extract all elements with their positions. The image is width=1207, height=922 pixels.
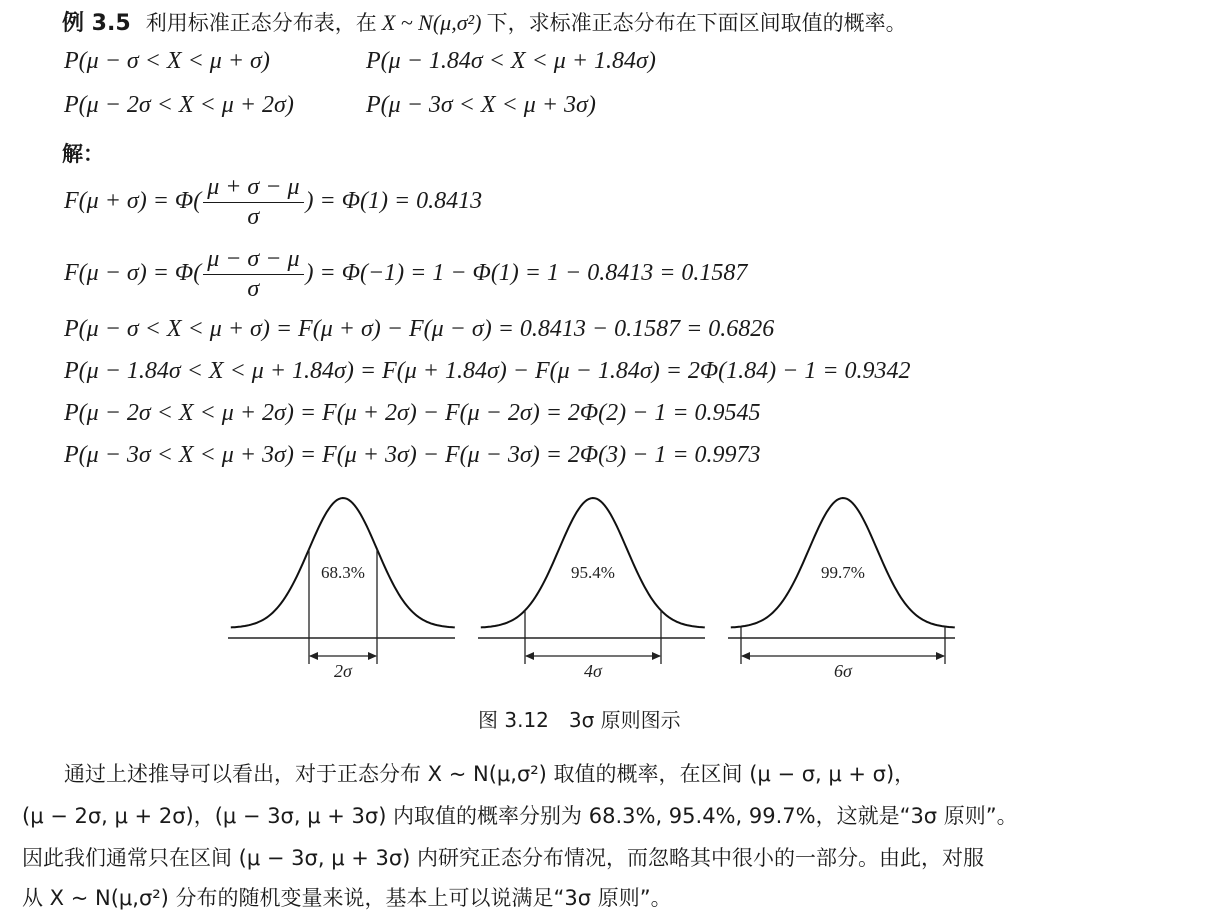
normal-curve-panel-3	[728, 498, 955, 681]
equation-1-numerator: μ + σ − μ	[203, 174, 303, 203]
three-sigma-figure	[225, 488, 975, 688]
conclusion-line-3: 因此我们通常只在区间 (μ − 3σ, μ + 3σ) 内研究正态分布情况，而忽略其中很小的一部分。由此，对服	[22, 846, 985, 870]
interval-4: P(μ − 3σ < X < μ + 3σ)	[366, 92, 596, 118]
equation-2-denominator: σ	[247, 275, 260, 302]
solution-line-4: P(μ − 3σ < X < μ + 3σ) = F(μ + 3σ) − F(μ − 3σ) = 2Φ(3) − 1 = 0.9973	[64, 442, 761, 468]
arrow-head-left	[309, 652, 318, 660]
example-statement-math: X ~ N(μ,σ²)	[381, 10, 482, 35]
arrow-head-right	[368, 652, 377, 660]
arrow-head-left	[741, 652, 750, 660]
equation-1-denominator: σ	[247, 203, 260, 230]
equation-1-fraction	[203, 174, 303, 231]
span-label: 2σ	[334, 661, 352, 681]
example-statement-pre: 利用标准正态分布表，在	[145, 11, 377, 35]
solution-line-3: P(μ − 2σ < X < μ + 2σ) = F(μ + 2σ) − F(μ − 2σ) = 2Φ(2) − 1 = 0.9545	[64, 400, 761, 426]
percent-label: 99.7%	[821, 563, 865, 582]
equation-2	[64, 246, 747, 303]
arrow-head-left	[525, 652, 534, 660]
equation-2-fraction	[203, 246, 303, 303]
normal-curve-panel-2	[478, 498, 705, 681]
interval-1: P(μ − σ < X < μ + σ)	[64, 48, 270, 74]
span-label: 6σ	[834, 661, 852, 681]
arrow-head-right	[652, 652, 661, 660]
span-label: 4σ	[584, 661, 602, 681]
interval-3: P(μ − 2σ < X < μ + 2σ)	[64, 92, 294, 118]
conclusion-line-4: 从 X ~ N(μ,σ²) 分布的随机变量来说，基本上可以说满足“3σ 原则”。	[22, 886, 672, 910]
conclusion-line-2: (μ − 2σ, μ + 2σ)，(μ − 3σ, μ + 3σ) 内取值的概率分别为 68.3%, 95.4%, 99.7%，这就是“3σ 原则”。	[22, 804, 1018, 828]
example-statement-post: 下，求标准正态分布在下面区间取值的概率。	[486, 11, 907, 35]
solution-line-2: P(μ − 1.84σ < X < μ + 1.84σ) = F(μ + 1.84σ) − F(μ − 1.84σ) = 2Φ(1.84) − 1 = 0.9342	[64, 358, 911, 384]
equation-1-rhs: ) = Φ(1) = 0.8413	[305, 188, 483, 215]
normal-curve-panel-1	[228, 498, 455, 681]
figure-caption: 图 3.12 3σ 原则图示	[478, 708, 681, 732]
percent-label: 95.4%	[571, 563, 615, 582]
equation-2-lhs: F(μ − σ) = Φ(	[64, 260, 202, 287]
example-label: 例 3.5	[62, 11, 131, 36]
equation-2-numerator: μ − σ − μ	[203, 246, 303, 275]
equation-2-rhs: ) = Φ(−1) = 1 − Φ(1) = 1 − 0.8413 = 0.1587	[305, 260, 748, 287]
example-heading	[62, 6, 907, 37]
equation-1-lhs: F(μ + σ) = Φ(	[64, 188, 202, 215]
arrow-head-right	[936, 652, 945, 660]
conclusion-line-1: 通过上述推导可以看出，对于正态分布 X ~ N(μ,σ²) 取值的概率，在区间 (μ − σ, μ + σ)，	[64, 762, 916, 786]
percent-label: 68.3%	[321, 563, 365, 582]
solution-label: 解：	[62, 142, 104, 166]
solution-line-1: P(μ − σ < X < μ + σ) = F(μ + σ) − F(μ − σ) = 0.8413 − 0.1587 = 0.6826	[64, 316, 775, 342]
equation-1	[64, 174, 482, 231]
interval-2: P(μ − 1.84σ < X < μ + 1.84σ)	[366, 48, 656, 74]
